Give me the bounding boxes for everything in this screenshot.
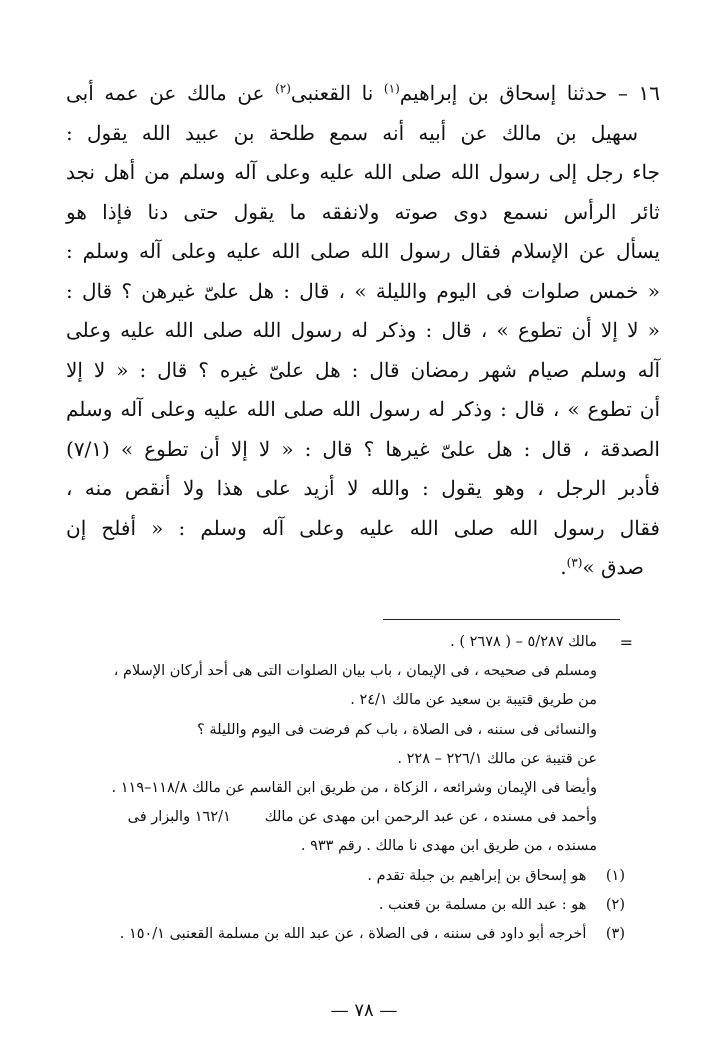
note-line-7: وأحمد فى مسنده ، عن عبد الرحمن ابن مهدى عن مالك١٦٢/١ والبزار فى: [127, 809, 597, 826]
footnote-1: (١) هو إسحاق بن إبراهيم بن جبلة تقدم .: [60, 862, 625, 891]
footnote-3: (٣) أخرجه أبو داود فى سننه ، فى الصلاة ، عن عبد الله بن مسلمة القعنبى ١٥٠/١ .: [60, 920, 625, 949]
continuation-marker: =: [619, 633, 633, 652]
hadith-line-12: فقال رسول الله صلى الله عليه وعلى آله وسلم : « أفلح إن: [66, 515, 660, 540]
note-line-1: = مالك ٥/٢٨٧ – ( ٢٦٧٨ ) .: [60, 628, 625, 657]
hadith-line-13: صدق »$^{(٣)}$.: [560, 555, 644, 579]
page-number: — ٧٨ —: [330, 1000, 398, 1021]
note-line-8: مسنده ، من طريق ابن مهدى نا مالك . رقم ٩٣٣ .: [300, 838, 597, 855]
footnote-number-3: (٣): [605, 926, 625, 943]
hadith-line-6: « خمس صلوات فى اليوم والليلة » ، قال : هل علىّ غيرهن ؟ قال :: [66, 278, 660, 303]
hadith-line-1: ١٦ – حدثنا إسحاق بن إبراهيم$^{(١)}$ نا القعنبى$^{(٢)}$ عن مالك عن عمه أبى: [66, 81, 661, 105]
note-line-5: عن قتيبة عن مالك ٢٢٦/١ – ٢٢٨ .: [397, 750, 597, 767]
hadith-line-4: ثائر الرأس نسمع دوى صوته ولانفقه ما يقول حتى دنا فإذا هو: [66, 199, 660, 224]
hadith-line-3: جاء رجل إلى رسول الله صلى الله عليه وعلى آله وسلم من أهل نجد: [66, 160, 660, 184]
footnote-2: (٢) هو : عبد الله بن مسلمة بن قعنب .: [60, 891, 625, 920]
footnote-ref-1: (١): [383, 81, 400, 96]
hadith-line-2: سهيل بن مالك عن أبيه أنه سمع طلحة بن عبيد الله يقول :: [66, 120, 638, 145]
note-line-4: والنسائى فى سننه ، فى الصلاة ، باب كم فرضت فى اليوم والليلة ؟: [197, 721, 597, 738]
hadith-line-10: الصدقة ، قال : هل علىّ غيرها ؟ قال : « لا إلا أن تطوع » (٧/١): [66, 436, 660, 461]
note-line-3: من طريق قتيبة بن سعيد عن مالك ٢٤/١ .: [350, 692, 597, 709]
footnote-divider: [383, 619, 620, 620]
hadith-line-5: يسأل عن الإسلام فقال رسول الله صلى الله عليه وعلى آله وسلم :: [66, 239, 660, 263]
note-line-2: ومسلم فى صحيحه ، فى الإيمان ، باب بيان الصلوات التى هى أحد أركان الإسلام ،: [113, 663, 597, 680]
footnote-ref-2: (٢): [275, 81, 291, 96]
footnote-ref-3: (٣): [566, 555, 583, 570]
footnote-number-2: (٢): [605, 896, 625, 913]
hadith-line-8: آله وسلم صيام شهر رمضان قال : هل علىّ غيره ؟ قال : « لا إلا: [66, 357, 660, 382]
hadith-text: [66, 74, 660, 588]
hadith-line-9: أن تطوع » ، قال : وذكر له رسول الله صلى الله عليه وعلى آله وسلم: [66, 397, 660, 421]
footnotes-section: [60, 628, 633, 949]
hadith-line-11: فأدبر الرجل ، وهو يقول : والله لا أزيد على هذا ولا أنقص منه ،: [66, 476, 660, 500]
note-line-6: وأيضا فى الإيمان وشرائعه ، الزكاة ، من طريق ابن القاسم عن مالك ١١٨/٨–١١٩ .: [111, 780, 597, 797]
footnote-number-1: (١): [605, 867, 625, 884]
hadith-line-7: « لا إلا أن تطوع » ، قال : وذكر له رسول الله صلى الله عليه وعلى: [66, 318, 660, 342]
